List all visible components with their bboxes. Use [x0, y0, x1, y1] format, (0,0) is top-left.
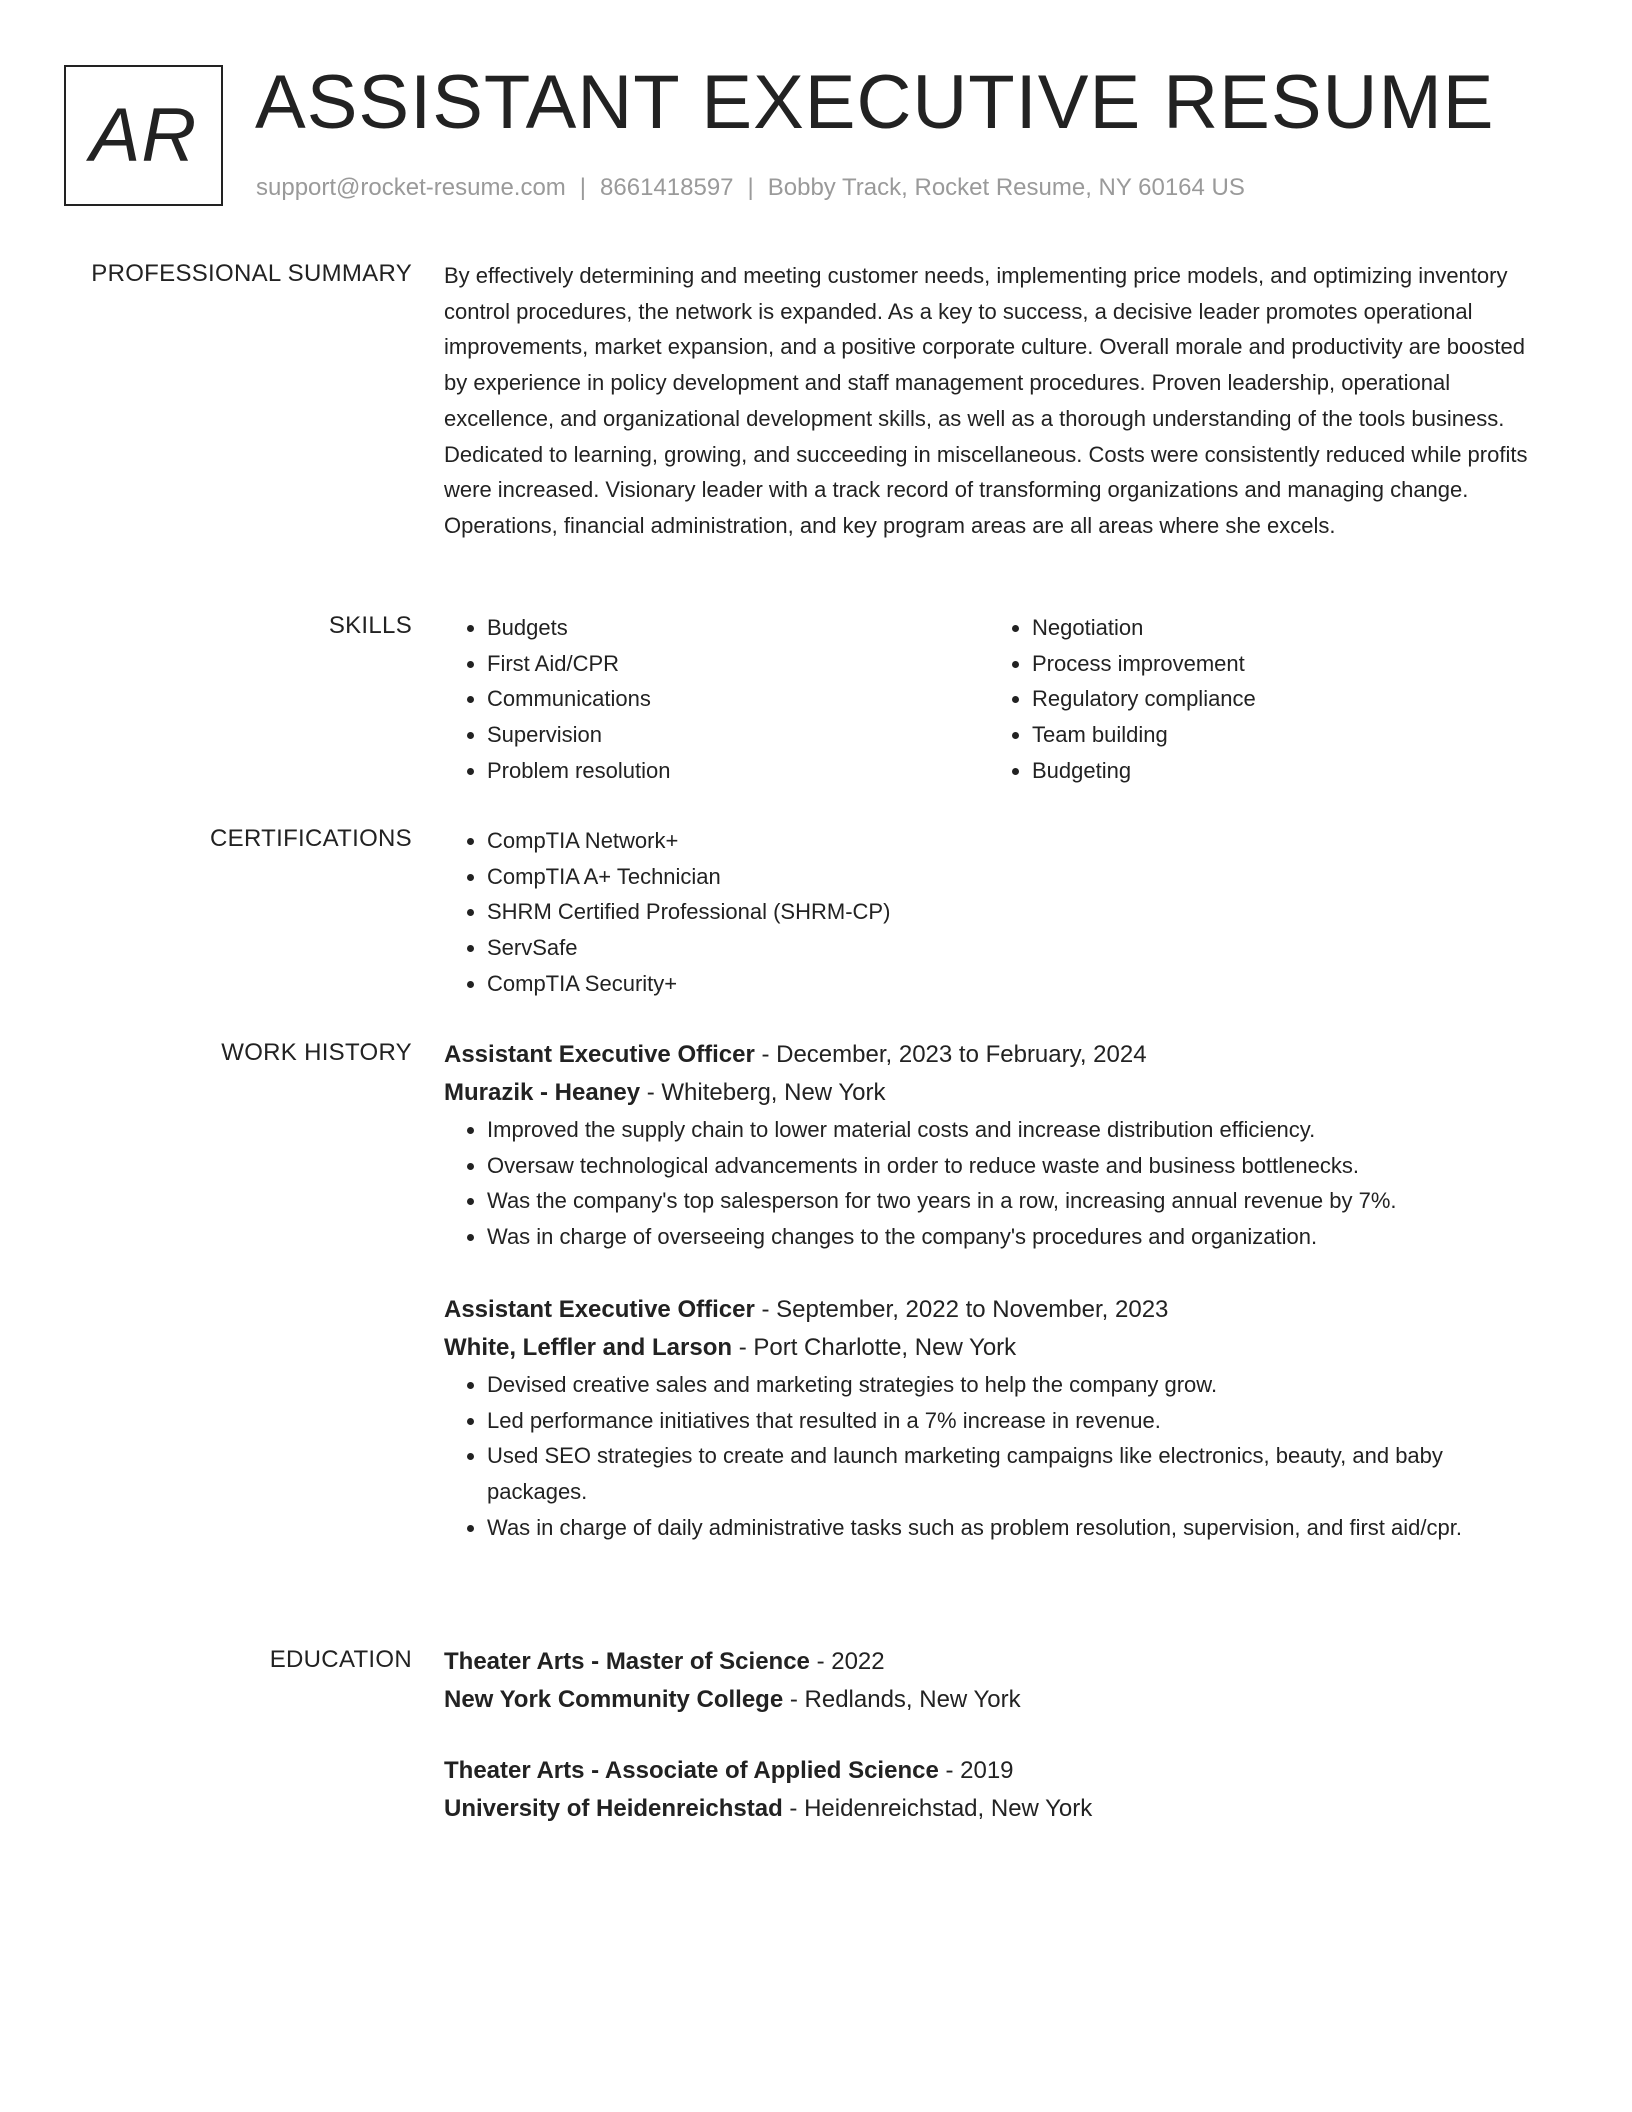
- skills-body: [444, 610, 1549, 789]
- education-year: - 2019: [938, 1757, 1014, 1784]
- monogram-initials: AR: [89, 93, 198, 178]
- list-item: • Communications: [487, 681, 989, 717]
- education-school-line: [444, 1790, 1549, 1828]
- education-location: - Redlands, New York: [783, 1686, 1021, 1713]
- list-item: • Improved the supply chain to lower material costs and increase distribution efficiency.: [487, 1112, 1549, 1148]
- summary-text: By effectively determining and meeting customer needs, implementing price models, and optimizing inventory control procedures, the network is expanded. As a key to success, a decisive leader promotes operational improvements, market expansion, and a positive corporate culture. Overall morale and productivity are boosted by experience in policy development and staff management procedures. Proven leadership, operational excellence, and organizational development skills, as well as a thorough understanding of the tools business. Dedicated to learning, growing, and succeeding in miscellaneous. Costs were consistently reduced while profits were increased. Visionary leader with a track record of transforming organizations and managing change. Operations, financial administration, and key program areas are all areas where she excels.: [444, 263, 1528, 538]
- certifications-body: [444, 823, 1549, 1002]
- work-history-heading: WORK HISTORY: [221, 1039, 412, 1066]
- list-item: • Supervision: [487, 717, 989, 753]
- list-item: • CompTIA Network+: [487, 823, 1549, 859]
- work-history-body: [444, 1036, 1549, 1545]
- list-item: • CompTIA A+ Technician: [487, 859, 1549, 895]
- list-item: • Was the company's top salesperson for two years in a row, increasing annual revenue by 7%.: [487, 1183, 1549, 1219]
- list-item: • Oversaw technological advancements in order to reduce waste and business bottlenecks.: [487, 1148, 1549, 1184]
- job-entry: [444, 1291, 1549, 1546]
- contact-phone: 8661418597: [600, 174, 734, 201]
- job-location: - Whiteberg, New York: [640, 1079, 886, 1106]
- list-item: • Was in charge of overseeing changes to the company's procedures and organization.: [487, 1219, 1549, 1255]
- certifications-heading: CERTIFICATIONS: [210, 825, 412, 852]
- education-entry: [444, 1643, 1549, 1719]
- contact-address: Bobby Track, Rocket Resume, NY 60164 US: [767, 174, 1245, 201]
- job-dates: - September, 2022 to November, 2023: [754, 1295, 1169, 1323]
- list-item: • Process improvement: [1032, 646, 1534, 682]
- list-item: • Budgeting: [1032, 753, 1534, 789]
- education-degree-line: [444, 1752, 1549, 1790]
- list-item: • Used SEO strategies to create and launch marketing campaigns like electronics, beauty, and baby packages.: [487, 1438, 1549, 1509]
- list-item: • Problem resolution: [487, 753, 989, 789]
- education-school-line: [444, 1681, 1549, 1719]
- monogram-box: [64, 65, 223, 206]
- contact-separator: |: [579, 174, 587, 201]
- education-heading: EDUCATION: [269, 1646, 412, 1673]
- skills-list-right: [989, 610, 1534, 789]
- summary-heading: PROFESSIONAL SUMMARY: [91, 260, 412, 287]
- job-location: - Port Charlotte, New York: [732, 1333, 1017, 1361]
- list-item: • Regulatory compliance: [1032, 681, 1534, 717]
- list-item: • ServSafe: [487, 930, 1549, 966]
- education-school: New York Community College: [444, 1686, 784, 1713]
- education-entry: [444, 1752, 1549, 1828]
- skills-heading: SKILLS: [328, 612, 412, 639]
- list-item: • First Aid/CPR: [487, 646, 989, 682]
- job-dates: - December, 2023 to February, 2024: [754, 1041, 1147, 1068]
- job-company-line: [444, 1329, 1549, 1367]
- contact-line: [256, 174, 1245, 202]
- certifications-list: [444, 823, 1549, 1002]
- job-entry: [444, 1036, 1549, 1255]
- job-company: Murazik - Heaney: [444, 1079, 641, 1106]
- job-duties-list: [444, 1112, 1549, 1255]
- job-title: Assistant Executive Officer: [444, 1295, 755, 1323]
- education-school: University of Heidenreichstad: [444, 1795, 783, 1822]
- contact-email: support@rocket-resume.com: [256, 174, 566, 201]
- resume-header: [64, 60, 1564, 210]
- job-duties-list: [444, 1367, 1549, 1546]
- job-title: Assistant Executive Officer: [444, 1041, 755, 1068]
- list-item: • Negotiation: [1032, 610, 1534, 646]
- education-degree-line: [444, 1643, 1549, 1681]
- skills-list-left: [444, 610, 989, 789]
- list-item: • Led performance initiatives that resulted in a 7% increase in revenue.: [487, 1403, 1549, 1439]
- education-body: [444, 1643, 1549, 1828]
- list-item: • Budgets: [487, 610, 989, 646]
- education-location: - Heidenreichstad, New York: [782, 1795, 1093, 1822]
- job-company: White, Leffler and Larson: [444, 1333, 733, 1361]
- education-degree: Theater Arts - Master of Science: [444, 1648, 810, 1675]
- list-item: • CompTIA Security+: [487, 966, 1549, 1002]
- list-item: • SHRM Certified Professional (SHRM-CP): [487, 894, 1549, 930]
- education-degree: Theater Arts - Associate of Applied Science: [444, 1757, 939, 1784]
- contact-separator: |: [747, 174, 754, 201]
- education-year: - 2022: [809, 1648, 885, 1675]
- resume-title: ASSISTANT EXECUTIVE RESUME: [255, 60, 1495, 145]
- list-item: • Team building: [1032, 717, 1534, 753]
- list-item: • Was in charge of daily administrative tasks such as problem resolution, supervision, and first aid/cpr.: [487, 1510, 1549, 1546]
- job-title-line: [444, 1036, 1549, 1074]
- list-item: • Devised creative sales and marketing strategies to help the company grow.: [487, 1367, 1549, 1403]
- job-title-line: [444, 1291, 1549, 1329]
- job-company-line: [444, 1074, 1549, 1112]
